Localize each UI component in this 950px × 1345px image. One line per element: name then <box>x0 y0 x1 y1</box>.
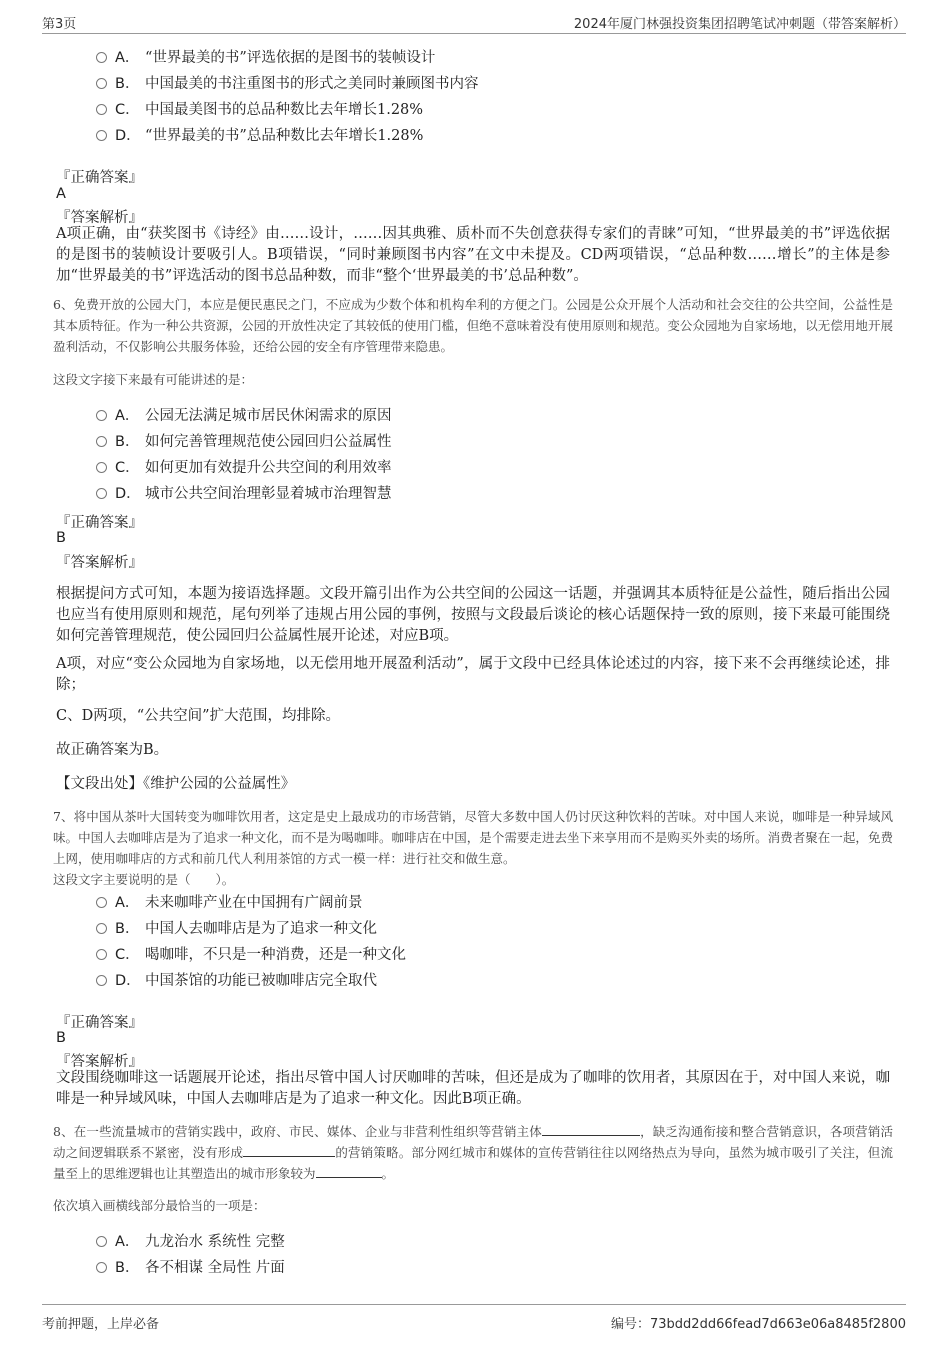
q6-analysis-2: A项，对应“变公众园地为自家场地，以无偿用地开展盈利活动”，属于文段中已经具体论述过的内容，接下来不会再继续论述，排除； <box>56 656 890 693</box>
q6-answer-label: 『正确答案』 <box>56 515 143 531</box>
radio-icon[interactable] <box>96 52 107 63</box>
blank-2[interactable] <box>243 1144 335 1157</box>
q6-option-b[interactable]: B． 如何完善管理规范使公园回归公益属性 <box>96 430 392 452</box>
q7-analysis: 文段围绕咖啡这一话题展开论述，指出尽管中国人讨厌咖啡的苦味，但还是成为了咖啡的饮用者，其原因在于，对中国人来说，咖啡是一种异域风味，中国人去咖啡店是为了追求一种文化。因此B项正确。 <box>56 1070 890 1107</box>
q5-option-d[interactable]: D． “世界最美的书”总品种数比去年增长1.28% <box>96 124 423 146</box>
radio-icon[interactable] <box>96 130 107 141</box>
q8-option-a[interactable]: A． 九龙治水 系统性 完整 <box>96 1230 285 1252</box>
blank-1[interactable] <box>542 1123 640 1136</box>
q7-option-b[interactable]: B． 中国人去咖啡店是为了追求一种文化 <box>96 917 377 939</box>
q7-question: 这段文字主要说明的是（ ）。 <box>53 872 235 887</box>
radio-icon[interactable] <box>96 1236 107 1247</box>
radio-icon[interactable] <box>96 1262 107 1273</box>
page-header <box>42 13 906 34</box>
q5-analysis: A项正确，由“获奖图书《诗经》由……设计，……因其典雅、质朴而不失创意获得专家们的青睐”可知，“世界最美的书”评选依据的是图书的装帧设计要吸引人。B项错误，“同时兼顾图书内容”在文中未提及。CD两项错误，“总品种数……增长”的主体是参加“世界最美的书”评选活动的图书总品种数，而非“整个‘世界最美的书’总品种数”。 <box>56 226 890 284</box>
q6-option-d[interactable]: D． 城市公共空间治理彰显着城市治理智慧 <box>96 482 392 504</box>
radio-icon[interactable] <box>96 923 107 934</box>
q8-stem: 8、在一些流量城市的营销实践中，政府、市民、媒体、企业与非营利性组织等营销主体 ，缺乏沟通衔接和整合营销意识，各项营销活动之间逻辑联系不紧密，没有形成 的营销策略。部分网红城市和媒体的宣传营销往往以网络热点为导向，虽然为城市吸引了关注，但流量至上的思维逻辑也让其塑造出的城市形象较为 。 <box>53 1124 893 1181</box>
q6-question: 这段文字接下来最有可能讲述的是： <box>53 372 254 387</box>
q7-option-c[interactable]: C． 喝咖啡，不只是一种消费，还是一种文化 <box>96 943 406 965</box>
page-number: 第3页 <box>42 17 77 32</box>
q6-option-c[interactable]: C． 如何更加有效提升公共空间的利用效率 <box>96 456 392 478</box>
q7-answer: B <box>56 1030 66 1046</box>
q6-analysis-4: 故正确答案为B。 <box>56 742 169 758</box>
radio-icon[interactable] <box>96 897 107 908</box>
q8-option-b[interactable]: B． 各不相谋 全局性 片面 <box>96 1256 285 1278</box>
q7-stem: 7、将中国从茶叶大国转变为咖啡饮用者，这定是史上最成功的市场营销，尽管大多数中国人仍讨厌这种饮料的苦味。对中国人来说，咖啡是一种异域风味。中国人去咖啡店是为了追求一种文化，而不是为喝咖啡。咖啡店在中国，是个需要走进去坐下来享用而不是购买外卖的场所。消费者聚在一起，免费上网，使用咖啡店的方式和前几代人利用茶馆的方式一模一样：进行社交和做生意。 <box>53 809 893 866</box>
q5-option-a[interactable]: A． “世界最美的书”评选依据的是图书的装帧设计 <box>96 46 435 68</box>
q7-option-d[interactable]: D． 中国茶馆的功能已被咖啡店完全取代 <box>96 969 377 991</box>
q7-answer-label: 『正确答案』 <box>56 1015 143 1031</box>
q5-answer-label: 『正确答案』 <box>56 170 143 186</box>
radio-icon[interactable] <box>96 462 107 473</box>
q8-question: 依次填入画横线部分最恰当的一项是： <box>53 1198 266 1213</box>
q6-analysis-3: C、D两项，“公共空间”扩大范围，均排除。 <box>56 708 341 724</box>
radio-icon[interactable] <box>96 78 107 89</box>
blank-3[interactable] <box>316 1165 382 1178</box>
q7-analysis-label: 『答案解析』 <box>56 1054 143 1070</box>
radio-icon[interactable] <box>96 488 107 499</box>
radio-icon[interactable] <box>96 436 107 447</box>
radio-icon[interactable] <box>96 410 107 421</box>
q6-analysis-1: 根据提问方式可知，本题为接语选择题。文段开篇引出作为公共空间的公园这一话题，并强调其本质特征是公益性，随后指出公园也应当有使用原则和规范，尾句列举了违规占用公园的事例，按照与文段最后谈论的核心话题保持一致的原则，接下来最可能围绕如何完善管理规范，使公园回归公益属性展开论述，对应B项。 <box>56 586 890 644</box>
document-title: 2024年厦门林强投资集团招聘笔试冲刺题（带答案解析） <box>573 17 906 32</box>
q6-answer: B <box>56 530 66 546</box>
q5-option-b[interactable]: B． 中国最美的书注重图书的形式之美同时兼顾图书内容 <box>96 72 479 94</box>
footer-slogan: 考前押题，上岸必备 <box>42 1317 160 1332</box>
q6-stem: 6、免费开放的公园大门，本应是便民惠民之门，不应成为少数个体和机构牟利的方便之门。公园是公众开展个人活动和社会交往的公共空间，公益性是其本质特征。作为一种公共资源，公园的开放性决定了其较低的使用门槛，但绝不意味着没有使用原则和规范。变公众园地为自家场地，以无偿用地开展盈利活动，不仅影响公共服务体验，还给公园的安全有序管理带来隐患。 <box>53 297 893 354</box>
q6-source: 【文段出处】《维护公园的公益属性》 <box>56 776 296 792</box>
q7-option-a[interactable]: A． 未来咖啡产业在中国拥有广阔前景 <box>96 891 363 913</box>
page-footer <box>42 1304 906 1332</box>
radio-icon[interactable] <box>96 949 107 960</box>
q5-option-c[interactable]: C． 中国最美图书的总品种数比去年增长1.28% <box>96 98 423 120</box>
radio-icon[interactable] <box>96 975 107 986</box>
q6-analysis-label: 『答案解析』 <box>56 555 143 571</box>
document-id: 编号：73bdd2dd66fead7d663e06a8485f2800 <box>611 1317 906 1332</box>
q6-option-a[interactable]: A． 公园无法满足城市居民休闲需求的原因 <box>96 404 392 426</box>
q5-analysis-label: 『答案解析』 <box>56 210 143 226</box>
q5-answer: A <box>56 186 66 202</box>
radio-icon[interactable] <box>96 104 107 115</box>
